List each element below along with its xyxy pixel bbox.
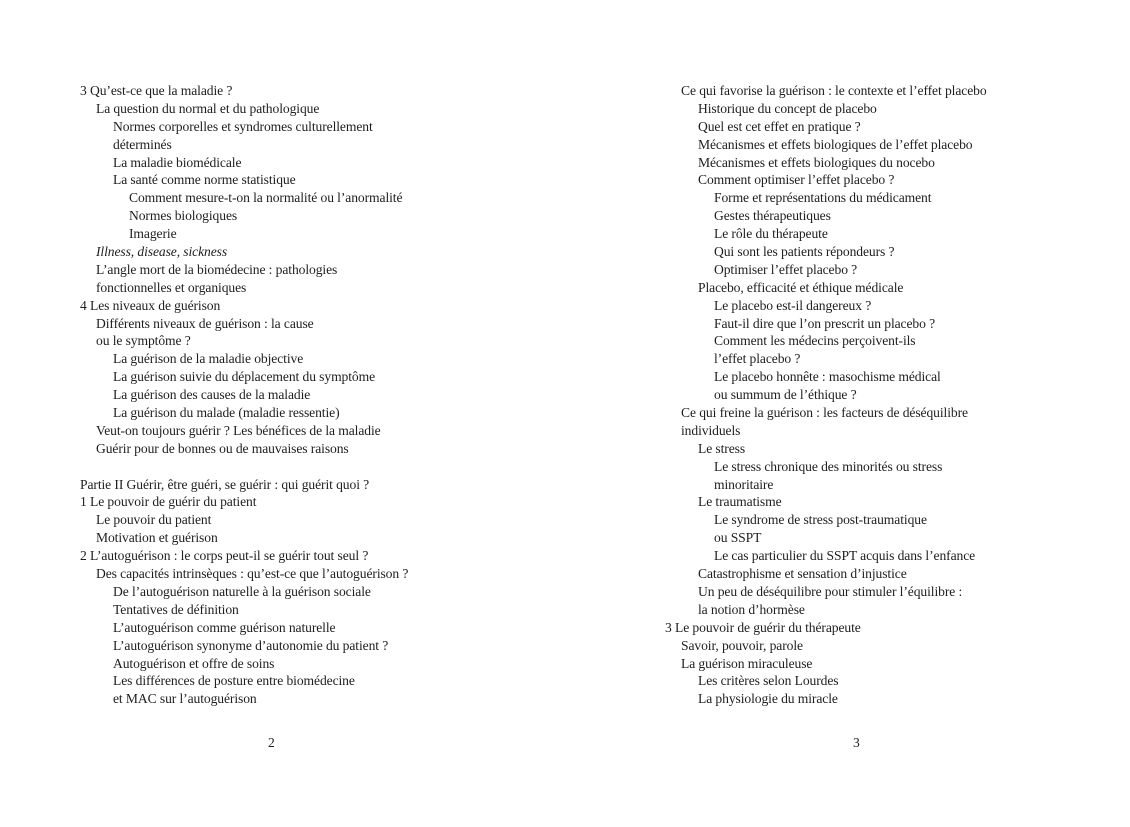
toc-entry: fonctionnelles et organiques <box>96 279 247 295</box>
toc-entry: ou le symptôme ? <box>96 333 191 349</box>
toc-entry: 1 Le pouvoir de guérir du patient <box>80 494 257 510</box>
right-page <box>565 0 1130 827</box>
toc-entry: Normes corporelles et syndromes culturellement <box>113 118 373 134</box>
toc-entry: Le cas particulier du SSPT acquis dans l’enfance <box>714 548 976 564</box>
toc-entry: Gestes thérapeutiques <box>714 208 831 224</box>
toc-entry: Les critères selon Lourdes <box>698 673 839 689</box>
toc-entry: déterminés <box>113 136 172 152</box>
blank-line <box>80 458 408 476</box>
toc-entry: ou SSPT <box>714 530 762 546</box>
toc-entry: Forme et représentations du médicament <box>714 190 932 206</box>
toc-entry: Savoir, pouvoir, parole <box>681 637 803 653</box>
toc-entry: Faut-il dire que l’on prescrit un placebo ? <box>714 315 936 331</box>
toc-entry: individuels <box>681 422 741 438</box>
page-number: 3 <box>853 735 860 750</box>
toc-entry: L’autoguérison synonyme d’autonomie du patient ? <box>113 637 389 653</box>
toc-entry: Optimiser l’effet placebo ? <box>714 261 858 277</box>
toc-entry: La guérison des causes de la maladie <box>113 387 311 403</box>
toc-entry: Le rôle du thérapeute <box>714 226 828 242</box>
toc-entry: la notion d’hormèse <box>698 601 805 617</box>
toc-entry: Partie II Guérir, être guéri, se guérir : qui guérit quoi ? <box>80 476 370 492</box>
toc-entry: l’effet placebo ? <box>714 351 801 367</box>
toc-entry: La guérison miraculeuse <box>681 655 813 671</box>
toc-entry: La guérison du malade (maladie ressentie) <box>113 405 340 421</box>
toc-entry: Différents niveaux de guérison : la cause <box>96 315 314 331</box>
toc-entry: Le traumatisme <box>698 494 782 510</box>
toc-entry: Le stress <box>698 440 746 456</box>
toc-entry: Quel est cet effet en pratique ? <box>698 118 861 134</box>
toc-entry: Mécanismes et effets biologiques de l’effet placebo <box>698 136 973 152</box>
toc-entry: minoritaire <box>714 476 774 492</box>
table-of-contents <box>665 82 987 708</box>
toc-entry: De l’autoguérison naturelle à la guérison sociale <box>113 583 371 599</box>
toc-entry: Comment optimiser l’effet placebo ? <box>698 172 895 188</box>
toc-entry: Comment les médecins perçoivent-ils <box>714 333 916 349</box>
toc-entry: L’autoguérison comme guérison naturelle <box>113 619 336 635</box>
toc-entry: Le placebo est-il dangereux ? <box>714 297 872 313</box>
toc-entry: 2 L’autoguérison : le corps peut-il se guérir tout seul ? <box>80 548 369 564</box>
toc-entry: L’angle mort de la biomédecine : pathologies <box>96 261 338 277</box>
toc-entry: Veut-on toujours guérir ? Les bénéfices de la maladie <box>96 422 381 438</box>
toc-entry: Tentatives de définition <box>113 601 239 617</box>
table-of-contents <box>80 82 408 708</box>
toc-entry: Le pouvoir du patient <box>96 512 212 528</box>
toc-entry: 3 Le pouvoir de guérir du thérapeute <box>665 619 861 635</box>
toc-entry: Un peu de déséquilibre pour stimuler l’équilibre : <box>698 583 963 599</box>
toc-entry: ou summum de l’éthique ? <box>714 387 857 403</box>
toc-entry: Guérir pour de bonnes ou de mauvaises raisons <box>96 440 349 456</box>
toc-entry: La question du normal et du pathologique <box>96 100 320 116</box>
toc-entry: Placebo, efficacité et éthique médicale <box>698 279 904 295</box>
toc-entry: 4 Les niveaux de guérison <box>80 297 221 313</box>
toc-entry: Illness, disease, sickness <box>96 244 228 260</box>
toc-entry: Les différences de posture entre biomédecine <box>113 673 355 689</box>
toc-entry: Normes biologiques <box>129 208 238 224</box>
page-number: 2 <box>268 735 275 750</box>
toc-entry: Comment mesure-t-on la normalité ou l’anormalité <box>129 190 403 206</box>
toc-entry: La maladie biomédicale <box>113 154 242 170</box>
toc-entry: Ce qui favorise la guérison : le contexte et l’effet placebo <box>681 83 987 98</box>
toc-entry: Imagerie <box>129 226 177 242</box>
toc-entry: Catastrophisme et sensation d’injustice <box>698 566 907 582</box>
toc-entry: Motivation et guérison <box>96 530 218 546</box>
toc-entry: Historique du concept de placebo <box>698 100 877 116</box>
toc-entry: Le placebo honnête : masochisme médical <box>714 369 941 385</box>
toc-entry: La guérison suivie du déplacement du symptôme <box>113 369 376 385</box>
toc-entry: Ce qui freine la guérison : les facteurs de déséquilibre <box>681 405 968 421</box>
toc-entry: Autoguérison et offre de soins <box>113 655 275 671</box>
toc-entry: Le syndrome de stress post-traumatique <box>714 512 927 528</box>
toc-entry: La santé comme norme statistique <box>113 172 296 188</box>
toc-entry: Des capacités intrinsèques : qu’est-ce que l’autoguérison ? <box>96 566 409 582</box>
toc-entry: Qui sont les patients répondeurs ? <box>714 244 895 260</box>
toc-entry: La physiologie du miracle <box>698 691 838 707</box>
toc-entry: Le stress chronique des minorités ou stress <box>714 458 943 474</box>
toc-entry: La guérison de la maladie objective <box>113 351 304 367</box>
toc-entry: 3 Qu’est-ce que la maladie ? <box>80 83 233 98</box>
toc-entry: Mécanismes et effets biologiques du nocebo <box>698 154 935 170</box>
toc-entry: et MAC sur l’autoguérison <box>113 691 257 707</box>
